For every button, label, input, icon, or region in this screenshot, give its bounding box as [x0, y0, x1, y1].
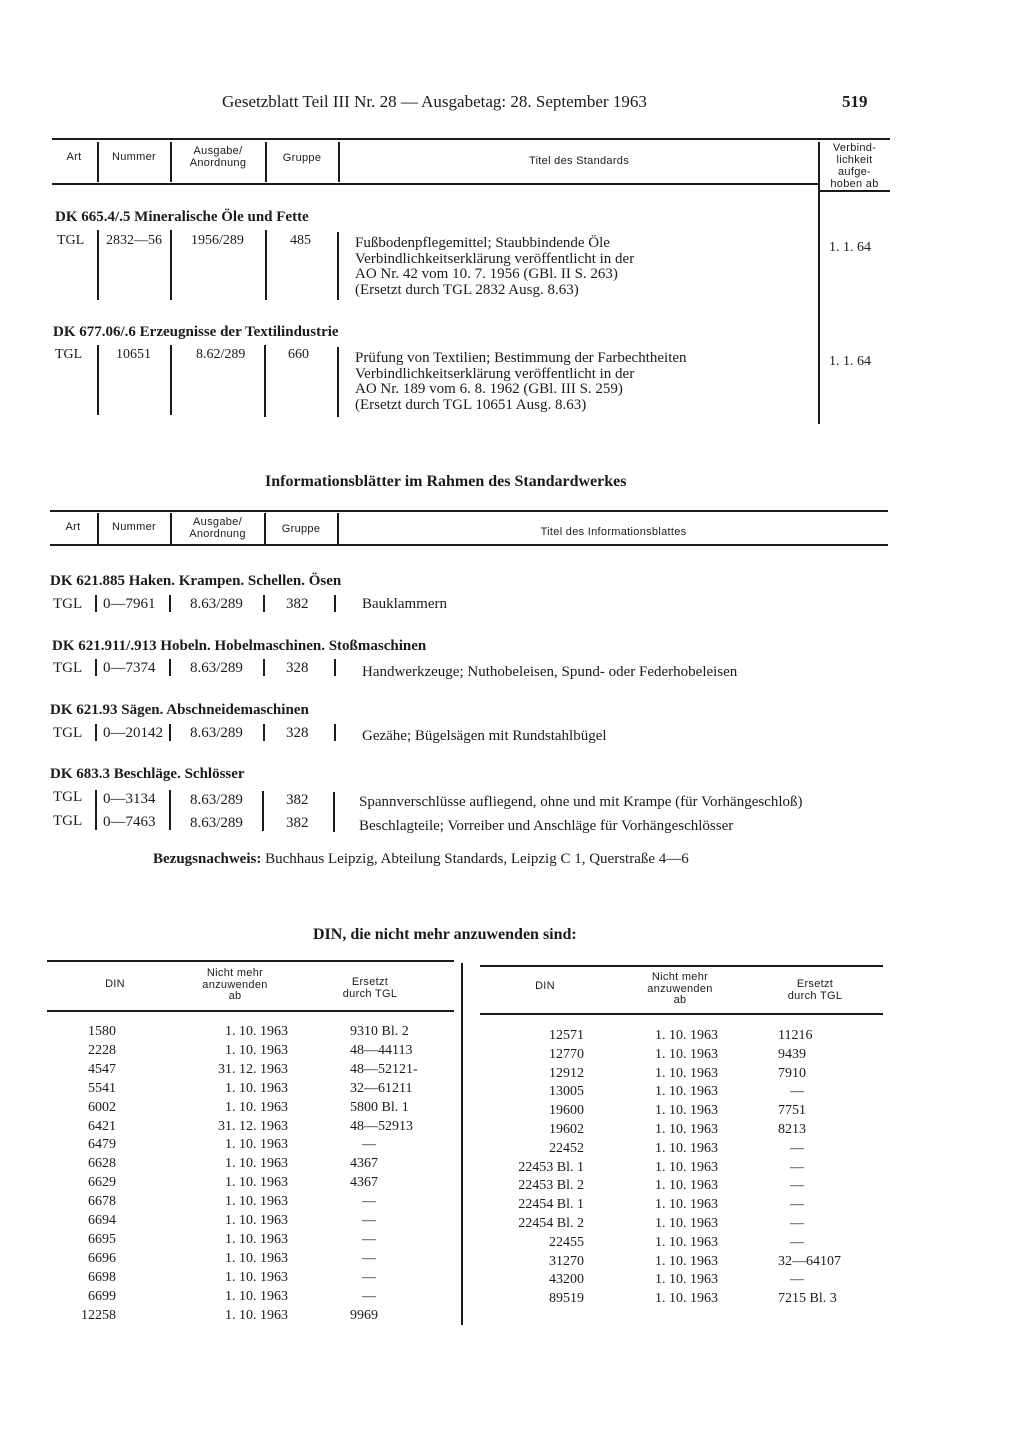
din-ersetzt-tgl: 32—64107 — [778, 1253, 841, 1269]
group-heading: DK 621.885 Haken. Krampen. Schellen. Ösen — [50, 573, 342, 589]
din-number: 22453 Bl. 1 — [518, 1159, 584, 1175]
din-ersetzt-tgl: 9439 — [778, 1046, 806, 1062]
section-heading: DK 665.4/.5 Mineralische Öle und Fette — [55, 209, 309, 225]
table-header-rule — [50, 544, 888, 546]
running-title: Gesetzblatt Teil III Nr. 28 — Ausgabetag: 28. September 1963 — [222, 92, 647, 111]
din-nicht-ab: 1. 10. 1963 — [225, 1307, 288, 1323]
din-ersetzt-tgl: 48—44113 — [350, 1042, 413, 1058]
din-nicht-ab: 1. 10. 1963 — [655, 1065, 718, 1081]
cell-gruppe: 382 — [286, 792, 309, 808]
din-number: 13005 — [549, 1084, 584, 1100]
din-right-top-rule — [480, 965, 883, 967]
din-nicht-ab: 1. 10. 1963 — [655, 1122, 718, 1137]
cell-gruppe: 328 — [286, 725, 309, 741]
din-left-col-nicht: Nicht mehr anzuwenden ab — [202, 967, 268, 1002]
din-nicht-ab: 1. 10. 1963 — [225, 1194, 288, 1210]
din-ersetzt-tgl: — — [362, 1269, 376, 1285]
din-nicht-ab: 1. 10. 1963 — [655, 1159, 718, 1175]
din-ersetzt-tgl: 32—61211 — [350, 1080, 413, 1096]
row-separator — [169, 659, 171, 676]
din-nicht-ab: 1. 10. 1963 — [225, 1099, 288, 1115]
din-right-col-ersetzt: Ersetzt durch TGL — [787, 978, 843, 1002]
cell-verbindlichkeit: 1. 1. 64 — [829, 354, 871, 369]
col-header-gruppe: Gruppe — [282, 152, 322, 164]
col-header-art: Art — [65, 521, 81, 533]
din-number: 4547 — [88, 1061, 116, 1077]
cell-gruppe: 485 — [290, 233, 311, 248]
cell-nummer: 0—3134 — [103, 791, 156, 807]
din-number: 19600 — [549, 1103, 584, 1119]
din-nicht-ab: 1. 10. 1963 — [655, 1216, 718, 1231]
din-ersetzt-tgl: — — [790, 1216, 804, 1231]
section-heading: DK 677.06/.6 Erzeugnisse der Textilindustrie — [53, 324, 339, 340]
cell-ausgabe: 8.63/289 — [190, 792, 243, 808]
bezug-text: Buchhaus Leipzig, Abteilung Standards, Leipzig C 1, Querstraße 4—6 — [265, 851, 689, 867]
cell-nummer: 0—20142 — [103, 725, 163, 741]
din-ersetzt-tgl: — — [362, 1137, 376, 1153]
din-number: 6695 — [88, 1231, 116, 1247]
info-section-title: Informationsblätter im Rahmen des Standardwerkes — [265, 473, 627, 490]
din-nicht-ab: 1. 10. 1963 — [225, 1213, 288, 1228]
row-separator — [95, 595, 97, 612]
row-separator — [265, 230, 267, 300]
din-ersetzt-tgl: 48—52121- — [350, 1061, 418, 1077]
din-number: 22453 Bl. 2 — [518, 1178, 584, 1194]
cell-art: TGL — [57, 233, 85, 248]
din-ersetzt-tgl: — — [362, 1288, 376, 1304]
row-separator — [169, 724, 171, 741]
cell-gruppe: 382 — [286, 815, 309, 831]
din-number: 6421 — [88, 1118, 116, 1134]
cell-titel: Fußbodenpflegemittel; Staubbindende Öle Verbindlichkeitserklärung veröffentlicht in der AO Nr. 42 vom 10. 7. 1956 (GBl. II S. 263) (Ersetzt durch TGL 2832 Ausg. 8.63) — [355, 235, 635, 298]
cell-art: TGL — [55, 347, 83, 362]
cell-art: TGL — [53, 789, 83, 805]
din-nicht-ab: 1. 10. 1963 — [225, 1269, 288, 1285]
din-number: 1580 — [88, 1024, 116, 1039]
col-header-ausgabe: Ausgabe/ Anordnung — [189, 516, 246, 540]
col-header-art: Art — [66, 151, 82, 163]
bezug-label: Bezugsnachweis: — [153, 851, 262, 867]
row-separator — [337, 347, 339, 417]
din-ersetzt-tgl: 7751 — [778, 1103, 806, 1119]
table-top-rule — [50, 510, 888, 512]
din-ersetzt-tgl: — — [790, 1159, 804, 1175]
row-separator — [262, 791, 264, 831]
din-number: 12770 — [549, 1046, 584, 1062]
col-header-nummer: Nummer — [112, 151, 156, 163]
din-ersetzt-tgl: — — [362, 1231, 376, 1247]
cell-titel: Spannverschlüsse aufliegend, ohne und mit Krampe (für Vorhängeschloß) — [359, 794, 803, 810]
din-number: 12912 — [549, 1065, 584, 1081]
din-ersetzt-tgl: 9310 Bl. 2 — [350, 1024, 409, 1039]
din-ersetzt-tgl: — — [790, 1084, 804, 1100]
row-separator — [169, 595, 171, 612]
din-number: 6479 — [88, 1137, 116, 1153]
din-ersetzt-tgl: — — [790, 1178, 804, 1194]
page-number: 519 — [842, 92, 868, 111]
din-nicht-ab: 1. 10. 1963 — [225, 1250, 288, 1266]
din-nicht-ab: 1. 10. 1963 — [655, 1178, 718, 1194]
din-nicht-ab: 1. 10. 1963 — [655, 1253, 718, 1269]
din-ersetzt-tgl: 4367 — [350, 1175, 378, 1191]
table-header-rule — [52, 183, 818, 185]
col-header-ausgabe: Ausgabe/ Anordnung — [189, 145, 247, 169]
cell-gruppe: 382 — [286, 596, 309, 612]
din-ersetzt-tgl: — — [790, 1197, 804, 1213]
group-heading: DK 683.3 Beschläge. Schlösser — [50, 766, 245, 782]
row-separator — [263, 659, 265, 676]
din-nicht-ab: 1. 10. 1963 — [655, 1084, 718, 1100]
din-ersetzt-tgl: — — [362, 1213, 376, 1228]
row-separator — [170, 230, 172, 300]
row-separator — [95, 724, 97, 741]
row-separator — [170, 345, 172, 415]
row-separator — [334, 659, 336, 676]
cell-art: TGL — [53, 596, 83, 612]
din-ersetzt-tgl: — — [362, 1194, 376, 1210]
din-left-col-ersetzt: Ersetzt durch TGL — [342, 976, 398, 1000]
din-number: 6696 — [88, 1250, 116, 1266]
din-ersetzt-tgl: 11216 — [778, 1028, 813, 1043]
din-nicht-ab: 1. 10. 1963 — [655, 1103, 718, 1119]
din-ersetzt-tgl: — — [790, 1140, 804, 1156]
cell-ausgabe: 1956/289 — [191, 233, 244, 248]
row-separator — [334, 595, 336, 612]
row-separator — [169, 790, 171, 830]
din-nicht-ab: 1. 10. 1963 — [655, 1234, 718, 1250]
din-number: 6699 — [88, 1288, 116, 1304]
group-heading: DK 621.93 Sägen. Abschneidemaschinen — [50, 702, 309, 718]
din-ersetzt-tgl: — — [790, 1234, 804, 1250]
din-nicht-ab: 1. 10. 1963 — [225, 1080, 288, 1096]
din-number: 6629 — [88, 1175, 116, 1191]
din-number: 6678 — [88, 1194, 116, 1210]
din-nicht-ab: 1. 10. 1963 — [225, 1231, 288, 1247]
din-right-col-din: DIN — [535, 980, 555, 992]
table-top-rule — [52, 138, 890, 140]
din-ersetzt-tgl: 4367 — [350, 1156, 378, 1172]
table-header-rule-right — [818, 190, 890, 192]
din-left-top-rule — [47, 960, 454, 962]
din-number: 43200 — [549, 1272, 584, 1288]
cell-ausgabe: 8.63/289 — [190, 596, 243, 612]
col-header-titel: Titel des Standards — [528, 155, 630, 167]
cell-nummer: 0—7961 — [103, 596, 156, 612]
group-heading: DK 621.911/.913 Hobeln. Hobelmaschinen. Stoßmaschinen — [52, 638, 427, 654]
din-right-col-nicht: Nicht mehr anzuwenden ab — [647, 971, 713, 1006]
din-nicht-ab: 1. 10. 1963 — [225, 1288, 288, 1304]
din-center-separator — [461, 963, 463, 1325]
din-nicht-ab: 1. 10. 1963 — [225, 1042, 288, 1058]
din-nicht-ab: 1. 10. 1963 — [225, 1175, 288, 1191]
cell-titel: Prüfung von Textilien; Bestimmung der Farbechtheiten Verbindlichkeitserklärung veröffentlicht in der AO Nr. 189 vom 6. 8. 1962 (GBl. III S. 259) (Ersetzt durch TGL 10651 Ausg. 8.63) — [355, 350, 687, 413]
din-ersetzt-tgl: 9969 — [350, 1307, 378, 1323]
din-ersetzt-tgl: — — [362, 1250, 376, 1266]
row-separator — [95, 790, 97, 830]
din-nicht-ab: 1. 10. 1963 — [655, 1028, 718, 1043]
din-number: 12258 — [81, 1307, 116, 1323]
din-ersetzt-tgl: 48—52913 — [350, 1118, 413, 1134]
row-separator — [263, 724, 265, 741]
din-left-header-rule — [47, 1010, 454, 1012]
cell-ausgabe: 8.63/289 — [190, 725, 243, 741]
cell-gruppe: 660 — [288, 347, 309, 362]
din-number: 6628 — [88, 1156, 116, 1172]
cell-titel: Beschlagteile; Vorreiber und Anschläge für Vorhängeschlösser — [359, 818, 734, 834]
cell-ausgabe: 8.62/289 — [196, 347, 246, 362]
din-number: 6698 — [88, 1269, 116, 1285]
din-number: 6002 — [88, 1099, 116, 1115]
din-ersetzt-tgl: — — [790, 1272, 804, 1288]
bezug-note — [153, 851, 689, 868]
col-header-verbindlichkeit: Verbind- lichkeit aufge- hoben ab — [830, 142, 879, 190]
row-separator — [263, 595, 265, 612]
din-number: 22454 Bl. 2 — [518, 1216, 584, 1231]
cell-nummer: 0—7463 — [103, 814, 156, 830]
din-nicht-ab: 1. 10. 1963 — [225, 1024, 288, 1039]
row-separator — [334, 724, 336, 741]
col-header-gruppe: Gruppe — [281, 523, 321, 535]
cell-titel: Gezähe; Bügelsägen mit Rundstahlbügel — [362, 728, 607, 744]
din-number: 31270 — [549, 1253, 584, 1269]
din-nicht-ab: 1. 10. 1963 — [655, 1291, 718, 1307]
row-separator — [333, 792, 335, 832]
col-header-titel: Titel des Informationsblattes — [540, 526, 687, 538]
din-right-header-rule — [480, 1013, 883, 1015]
din-number: 2228 — [88, 1042, 116, 1058]
din-number: 22454 Bl. 1 — [518, 1197, 584, 1213]
cell-nummer: 10651 — [116, 347, 151, 362]
din-left-col-din: DIN — [105, 978, 125, 990]
din-number: 22452 — [549, 1140, 584, 1156]
din-nicht-ab: 1. 10. 1963 — [225, 1137, 288, 1153]
cell-verbindlichkeit: 1. 1. 64 — [829, 240, 871, 255]
din-ersetzt-tgl: 8213 — [778, 1122, 806, 1137]
cell-nummer: 2832—56 — [106, 233, 162, 248]
din-nicht-ab: 1. 10. 1963 — [655, 1140, 718, 1156]
col-header-nummer: Nummer — [112, 521, 156, 533]
din-nicht-ab: 1. 10. 1963 — [655, 1197, 718, 1213]
din-number: 89519 — [549, 1291, 584, 1307]
din-number: 5541 — [88, 1080, 116, 1096]
din-ersetzt-tgl: 7215 Bl. 3 — [778, 1291, 837, 1307]
din-number: 6694 — [88, 1213, 116, 1228]
cell-ausgabe: 8.63/289 — [190, 660, 243, 676]
cell-art: TGL — [53, 813, 83, 829]
cell-titel: Handwerkzeuge; Nuthobeleisen, Spund- oder Federhobeleisen — [362, 664, 738, 680]
cell-nummer: 0—7374 — [103, 660, 156, 676]
row-separator — [97, 230, 99, 300]
din-number: 12571 — [549, 1028, 584, 1043]
din-section-title: DIN, die nicht mehr anzuwenden sind: — [313, 926, 577, 943]
row-separator — [264, 345, 266, 417]
din-nicht-ab: 1. 10. 1963 — [655, 1272, 718, 1288]
cell-ausgabe: 8.63/289 — [190, 815, 243, 831]
din-nicht-ab: 31. 12. 1963 — [218, 1118, 288, 1134]
cell-titel: Bauklammern — [362, 596, 447, 612]
row-separator — [95, 659, 97, 676]
cell-art: TGL — [53, 725, 83, 741]
row-separator — [337, 232, 339, 300]
din-ersetzt-tgl: 7910 — [778, 1065, 806, 1081]
din-nicht-ab: 31. 12. 1963 — [218, 1061, 288, 1077]
din-nicht-ab: 1. 10. 1963 — [225, 1156, 288, 1172]
row-separator — [97, 345, 99, 415]
din-number: 22455 — [549, 1234, 584, 1250]
cell-art: TGL — [53, 660, 83, 676]
din-nicht-ab: 1. 10. 1963 — [655, 1046, 718, 1062]
din-number: 19602 — [549, 1122, 584, 1137]
din-ersetzt-tgl: 5800 Bl. 1 — [350, 1099, 409, 1115]
cell-gruppe: 328 — [286, 660, 309, 676]
